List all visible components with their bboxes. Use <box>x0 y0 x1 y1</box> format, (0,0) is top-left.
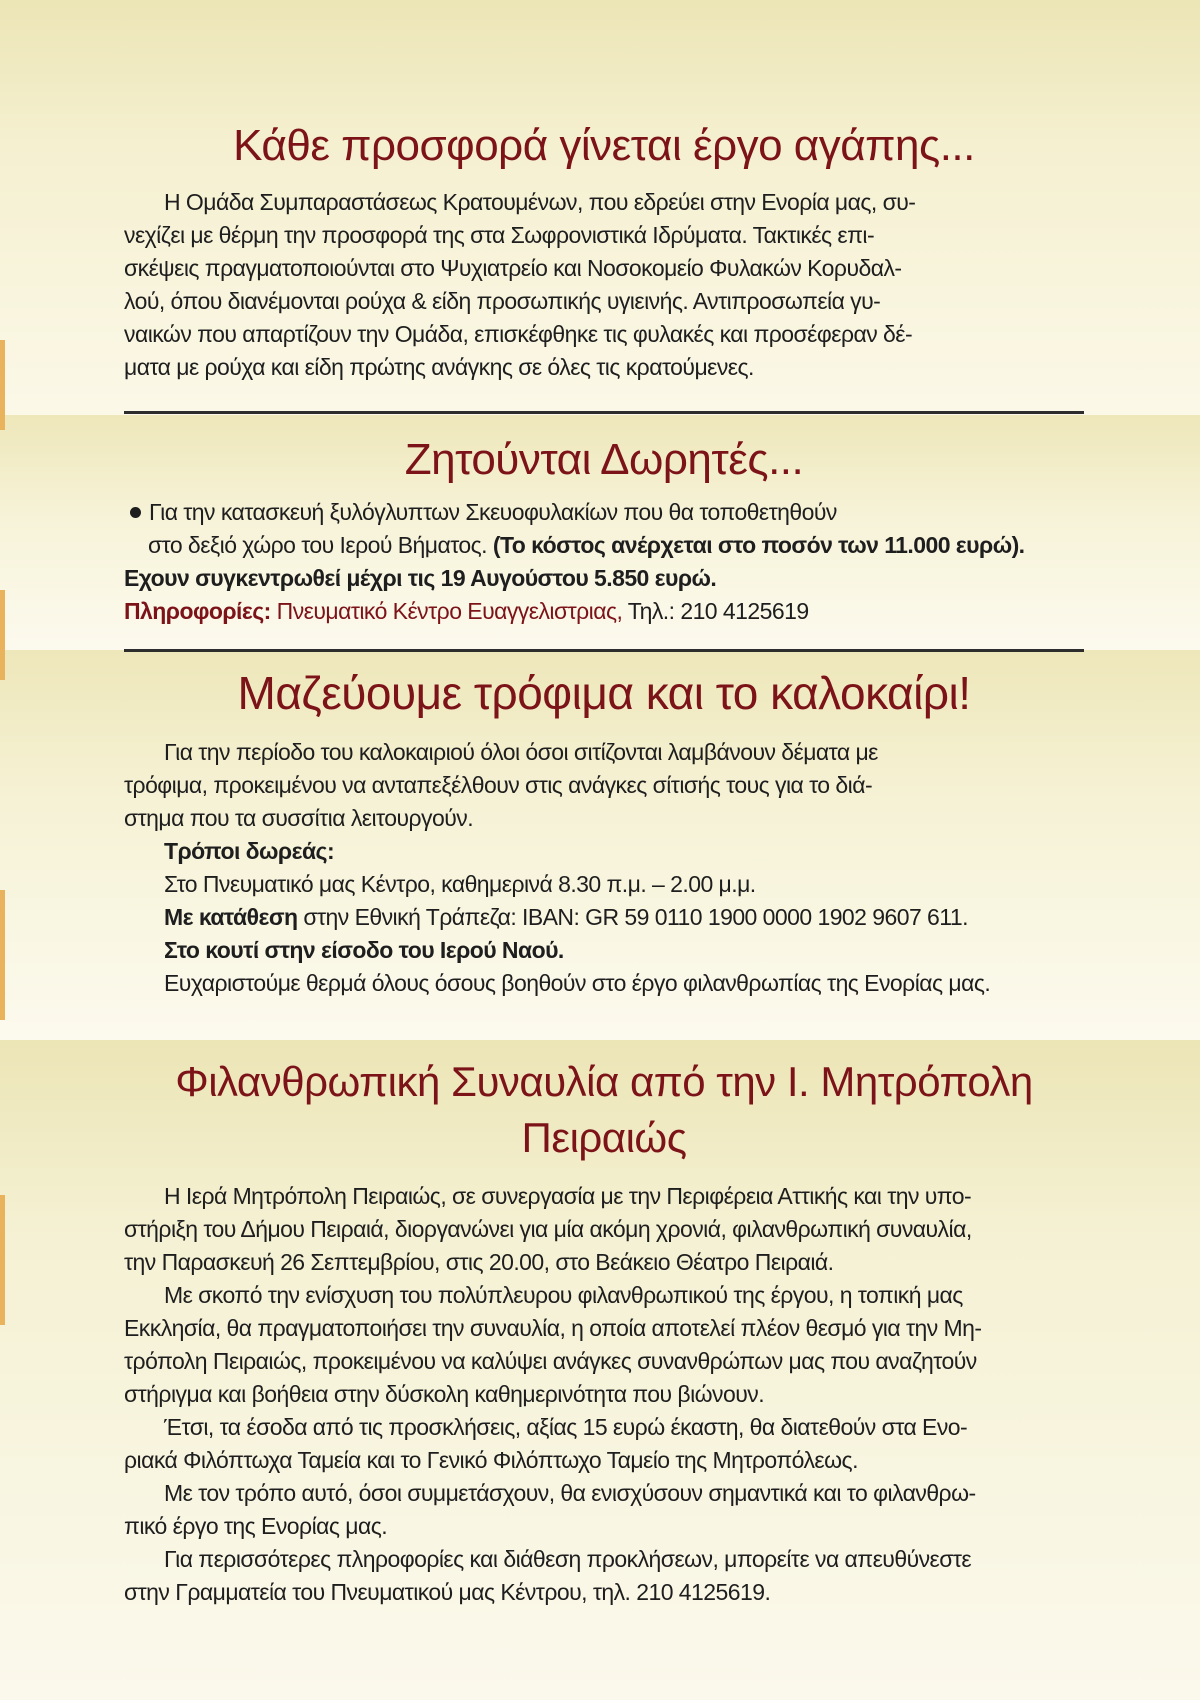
text-line: ματα με ρούχα και είδη πρώτης ανάγκης σε όλες τις κρατούμενες. <box>124 354 754 380</box>
bullet-text: Για την κατασκευή ξυλόγλυπτων Σκευοφυλακίων που θα τοποθετηθούν <box>149 499 837 525</box>
text-line: στην Γραμματεία του Πνευματικού μας Κέντρου, τηλ. 210 4125619. <box>124 1579 771 1605</box>
section-divider <box>124 411 1084 414</box>
text-line: Για περισσότερες πληροφορίες και διάθεση προκλήσεων, μπορείτε να απευθύνεστε <box>164 1546 972 1572</box>
section-prison-support <box>124 118 1084 384</box>
section-title: Μαζεύουμε τρόφιμα και το καλοκαίρι! <box>237 667 971 719</box>
edge-accent <box>0 1195 5 1325</box>
donation-center: Στο Πνευματικό μας Κέντρο, καθημερινά 8.30 π.μ. – 2.00 μ.μ. <box>164 871 756 897</box>
text-line <box>124 529 1084 562</box>
info-phone: Τηλ.: 210 4125619 <box>627 598 809 624</box>
text-line: Με τον τρόπο αυτό, όσοι συμμετάσχουν, θα ενισχύσουν σημαντικά και το φιλανθρω- <box>164 1480 976 1506</box>
text-line: Η Ιερά Μητρόπολη Πειραιώς, σε συνεργασία με την Περιφέρεια Αττικής και την υπο- <box>164 1183 972 1209</box>
text-line: Για την περίοδο του καλοκαιριού όλοι όσοι σιτίζονται λαμβάνουν δέματα με <box>164 739 878 765</box>
section-title: Φιλανθρωπική Συναυλία από την Ι. Μητρόπολη Πειραιώς <box>175 1058 1033 1161</box>
text-line: τρόπολη Πειραιώς, προκειμένου να καλύψει ανάγκες συνανθρώπων μας που αναζητούν <box>124 1348 977 1374</box>
bullet-text: στο δεξιό χώρο του Ιερού Βήματος. <box>148 532 488 558</box>
edge-accent <box>0 590 5 680</box>
section-donors-wanted <box>124 432 1084 628</box>
cost-note: (Το κόστος ανέρχεται στο ποσόν των 11.000 ευρώ). <box>492 532 1025 558</box>
text-line: Εκκλησία, θα πραγματοποιήσει την συναυλία, η οποία αποτελεί πλέον θεσμό για την Μη- <box>124 1315 982 1341</box>
text-line: στημα που τα συσσίτια λειτουργούν. <box>124 805 474 831</box>
text-line: τρόφιμα, προκειμένου να ανταπεξέλθουν στις ανάγκες σίτισής τους για το διά- <box>124 772 873 798</box>
section-title: Ζητούνται Δωρητές... <box>404 435 804 484</box>
deposit-text: στην Εθνική Τράπεζα: IBAN: GR 59 0110 1900 0000 1902 9607 611. <box>303 904 968 930</box>
info-place: Πνευματικό Κέντρο Ευαγγελιστριας, <box>276 598 623 624</box>
collected-amount: Εχουν συγκεντρωθεί μέχρι τις 19 Αυγούστου 5.850 ευρώ. <box>124 565 717 591</box>
text-line: Με σκοπό την ενίσχυση του πολύπλευρου φιλανθρωπικού της έργου, η τοπική μας <box>164 1282 963 1308</box>
deposit-line <box>124 901 1084 934</box>
edge-accent <box>0 890 5 1020</box>
deposit-label: Με κατάθεση <box>164 904 298 930</box>
bullet-item <box>124 496 1084 529</box>
donation-box: Στο κουτί στην είσοδο του Ιερού Ναού. <box>164 937 564 963</box>
section-title: Κάθε προσφορά γίνεται έργο αγάπης... <box>233 121 975 170</box>
text-line: ναικών που απαρτίζουν την Ομάδα, επισκέφθηκε τις φυλακές και προσέφεραν δέ- <box>124 321 913 347</box>
text-line: σκέψεις πραγματοποιούνται στο Ψυχιατρείο και Νοσοκομείο Φυλακών Κορυδαλ- <box>124 255 902 281</box>
text-line: λού, όπου διανέμονται ρούχα & είδη προσωπικής υγιεινής. Αντιπροσωπεία γυ- <box>124 288 881 314</box>
section-body <box>124 1180 1084 1609</box>
info-label: Πληροφορίες: <box>124 598 271 624</box>
thanks-line: Ευχαριστούμε θερμά όλους όσους βοηθούν στο έργο φιλανθρωπίας της Ενορίας μας. <box>164 970 991 996</box>
text-line: στήριξη του Δήμου Πειραιά, διοργανώνει για μία ακόμη χρονιά, φιλανθρωπική συναυλία, <box>124 1216 972 1242</box>
text-line: Η Ομάδα Συμπαραστάσεως Κρατουμένων, που εδρεύει στην Ενορία μας, συ- <box>164 189 916 215</box>
text-line: νεχίζει με θέρμη την προσφορά της στα Σωφρονιστικά Ιδρύματα. Τακτικές επι- <box>124 222 875 248</box>
info-line <box>124 595 1084 628</box>
section-body <box>124 496 1084 628</box>
edge-accent <box>0 340 5 430</box>
section-food-collection <box>124 664 1084 1000</box>
section-body <box>124 186 1084 384</box>
bullet-icon <box>130 507 141 518</box>
text-line: πικό έργο της Ενορίας μας. <box>124 1513 388 1539</box>
section-body <box>124 736 1084 1000</box>
text-line: Έτσι, τα έσοδα από τις προσκλήσεις, αξίας 15 ευρώ έκαστη, θα διατεθούν στα Ενο- <box>164 1414 968 1440</box>
section-charity-concert <box>124 1054 1084 1609</box>
text-line: ριακά Φιλόπτωχα Ταμεία και το Γενικό Φιλόπτωχο Ταμείο της Μητροπόλεως. <box>124 1447 858 1473</box>
section-divider <box>124 649 1084 652</box>
text-line: στήριγμα και βοήθεια στην δύσκολη καθημερινότητα που βιώνουν. <box>124 1381 765 1407</box>
donation-heading: Τρόποι δωρεάς: <box>164 838 335 864</box>
text-line: την Παρασκευή 26 Σεπτεμβρίου, στις 20.00, στο Βεάκειο Θέατρο Πειραιά. <box>124 1249 834 1275</box>
